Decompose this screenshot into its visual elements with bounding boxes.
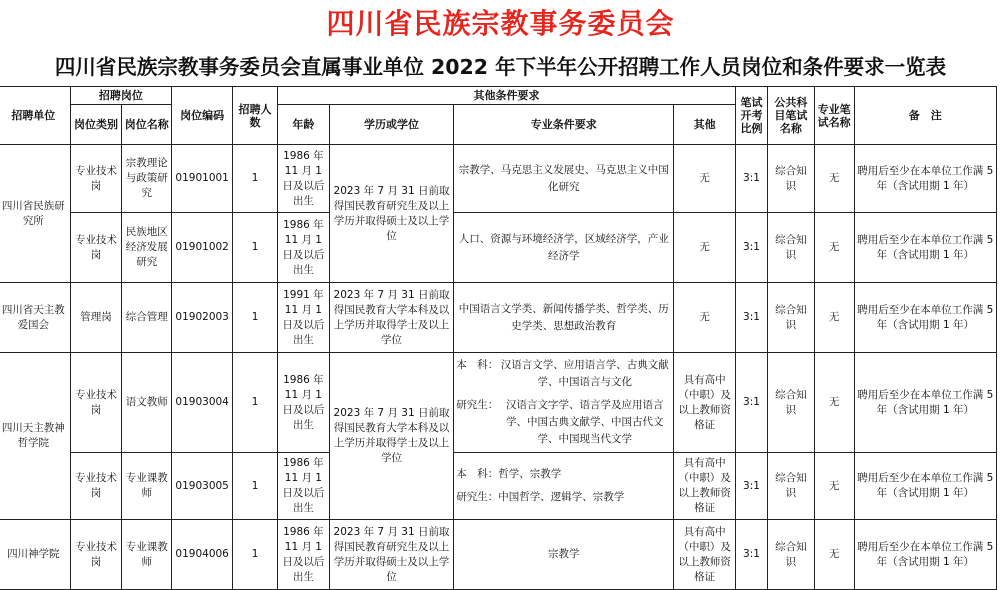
category-cell: 专业技术岗 <box>70 213 122 283</box>
unit-cell: 四川天主教神哲学院 <box>0 353 70 520</box>
unit-cell: 四川神学院 <box>0 520 70 590</box>
major-grad-text: 中国哲学、逻辑学、宗教学 <box>498 491 625 503</box>
age-cell: 1986 年 11 月 1 日及以后出生 <box>277 145 329 213</box>
ratio-cell: 3:1 <box>736 213 768 283</box>
code-cell: 01904006 <box>172 520 233 590</box>
header-major: 专业条件要求 <box>454 105 674 145</box>
ratio-cell: 3:1 <box>736 520 768 590</box>
header-public-subject: 公共科目笔试名称 <box>767 87 814 145</box>
professional-subject-cell: 无 <box>814 353 854 453</box>
header-other: 其他 <box>674 105 736 145</box>
age-cell: 1986 年 11 月 1 日及以后出生 <box>277 453 329 520</box>
header-education: 学历或学位 <box>329 105 453 145</box>
ratio-cell: 3:1 <box>736 353 768 453</box>
table-row <box>0 453 997 520</box>
category-cell: 专业技术岗 <box>70 145 122 213</box>
professional-subject-cell: 无 <box>814 453 854 520</box>
remark-cell: 聘用后至少在本单位工作满 5 年（含试用期 1 年） <box>854 283 996 353</box>
table-row <box>0 283 997 353</box>
public-subject-cell: 综合知识 <box>767 213 814 283</box>
education-cell: 2023 年 7 月 31 日前取得国民教育大学本科及以上学历并取得学士及以上学位 <box>329 353 453 520</box>
education-cell: 2023 年 7 月 31 日前取得国民教育大学本科及以上学历并取得学士及以上学位 <box>329 283 453 353</box>
header-row-1 <box>0 87 997 105</box>
public-subject-cell: 综合知识 <box>767 283 814 353</box>
header-position: 招聘岗位 <box>70 87 172 105</box>
org-title: 四川省民族宗教事务委员会 <box>326 7 675 40</box>
header-ratio: 笔试开考比例 <box>736 87 768 145</box>
header-code: 岗位编码 <box>172 87 233 145</box>
major-grad-tag: 研究生： <box>456 491 499 503</box>
position-name-cell: 民族地区经济发展研究 <box>122 213 172 283</box>
header-age: 年龄 <box>277 105 329 145</box>
other-cell: 具有高中（中职）及以上教师资格证 <box>674 520 736 590</box>
count-cell: 1 <box>233 353 278 453</box>
category-cell: 专业技术岗 <box>70 520 122 590</box>
table-row <box>0 213 997 283</box>
count-cell: 1 <box>233 213 278 283</box>
count-cell: 1 <box>233 283 278 353</box>
position-name-cell: 综合管理 <box>122 283 172 353</box>
header-count: 招聘人数 <box>233 87 278 145</box>
table-row <box>0 520 997 590</box>
remark-cell: 聘用后至少在本单位工作满 5 年（含试用期 1 年） <box>854 453 996 520</box>
ratio-cell: 3:1 <box>736 145 768 213</box>
other-cell: 具有高中（中职）及以上教师资格证 <box>674 453 736 520</box>
position-name-cell: 语文教师 <box>122 353 172 453</box>
header-other-conditions: 其他条件要求 <box>277 87 735 105</box>
professional-subject-cell: 无 <box>814 520 854 590</box>
public-subject-cell: 综合知识 <box>767 353 814 453</box>
education-cell: 2023 年 7 月 31 日前取得国民教育研究生及以上学历并取得硕士及以上学位 <box>329 520 453 590</box>
table-row <box>0 145 997 213</box>
age-cell: 1986 年 11 月 1 日及以后出生 <box>277 213 329 283</box>
professional-subject-cell: 无 <box>814 283 854 353</box>
code-cell: 01901002 <box>172 213 233 283</box>
remark-cell: 聘用后至少在本单位工作满 5 年（含试用期 1 年） <box>854 520 996 590</box>
table-row <box>0 353 997 453</box>
age-cell: 1986 年 11 月 1 日及以后出生 <box>277 520 329 590</box>
remark-cell: 聘用后至少在本单位工作满 5 年（含试用期 1 年） <box>854 353 996 453</box>
header-professional-subject: 专业笔试名称 <box>814 87 854 145</box>
major-cell: 宗教学、马克思主义发展史、马克思主义中国化研究 <box>454 145 674 213</box>
header-unit: 招聘单位 <box>0 87 70 145</box>
remark-cell: 聘用后至少在本单位工作满 5 年（含试用期 1 年） <box>854 213 996 283</box>
category-cell: 专业技术岗 <box>70 453 122 520</box>
other-cell: 无 <box>674 283 736 353</box>
major-cell <box>454 453 674 520</box>
major-cell: 人口、资源与环境经济学，区域经济学，产业经济学 <box>454 213 674 283</box>
other-cell: 具有高中（中职）及以上教师资格证 <box>674 353 736 453</box>
public-subject-cell: 综合知识 <box>767 520 814 590</box>
table-title: 四川省民族宗教事务委员会直属事业单位 2022 年下半年公开招聘工作人员岗位和条件要求一览表 <box>54 55 947 79</box>
major-undergrad-text: 汉语言文学、应用语言学、古典文献学、中国语言与文化 <box>500 359 669 388</box>
other-cell: 无 <box>674 213 736 283</box>
position-name-cell: 宗教理论与政策研究 <box>122 145 172 213</box>
education-cell: 2023 年 7 月 31 日前取得国民教育研究生及以上学历并取得硕士及以上学位 <box>329 145 453 283</box>
public-subject-cell: 综合知识 <box>767 145 814 213</box>
header-position-category: 岗位类别 <box>70 105 122 145</box>
header-position-name: 岗位名称 <box>122 105 172 145</box>
age-cell: 1986 年 11 月 1 日及以后出生 <box>277 353 329 453</box>
ratio-cell: 3:1 <box>736 283 768 353</box>
code-cell: 01903005 <box>172 453 233 520</box>
header-remarks: 备 注 <box>854 87 996 145</box>
remark-cell: 聘用后至少在本单位工作满 5 年（含试用期 1 年） <box>854 145 996 213</box>
major-grad-text: 汉语言文字学、语言学及应用语言学、中国古典文献学、中国古代文学、中国现当代文学 <box>505 399 664 445</box>
code-cell: 01903004 <box>172 353 233 453</box>
professional-subject-cell: 无 <box>814 213 854 283</box>
major-undergrad-tag: 本 科： <box>456 468 499 480</box>
major-undergrad-tag: 本 科： <box>456 359 499 371</box>
count-cell: 1 <box>233 520 278 590</box>
position-name-cell: 专业课教师 <box>122 453 172 520</box>
unit-cell: 四川省民族研究所 <box>0 145 70 283</box>
major-grad-tag: 研究生： <box>456 399 499 411</box>
count-cell: 1 <box>233 145 278 213</box>
position-name-cell: 专业课教师 <box>122 520 172 590</box>
major-cell: 宗教学 <box>454 520 674 590</box>
code-cell: 01902003 <box>172 283 233 353</box>
unit-cell: 四川省天主教爱国会 <box>0 283 70 353</box>
major-cell <box>454 353 674 453</box>
category-cell: 管理岗 <box>70 283 122 353</box>
professional-subject-cell: 无 <box>814 145 854 213</box>
code-cell: 01901001 <box>172 145 233 213</box>
recruitment-table <box>0 86 997 590</box>
ratio-cell: 3:1 <box>736 453 768 520</box>
category-cell: 专业技术岗 <box>70 353 122 453</box>
major-cell: 中国语言文学类、新闻传播学类、哲学类、历史学类、思想政治教育 <box>454 283 674 353</box>
other-cell: 无 <box>674 145 736 213</box>
count-cell: 1 <box>233 453 278 520</box>
major-undergrad-text: 哲学、宗教学 <box>498 468 562 480</box>
age-cell: 1991 年 11 月 1 日及以后出生 <box>277 283 329 353</box>
public-subject-cell: 综合知识 <box>767 453 814 520</box>
